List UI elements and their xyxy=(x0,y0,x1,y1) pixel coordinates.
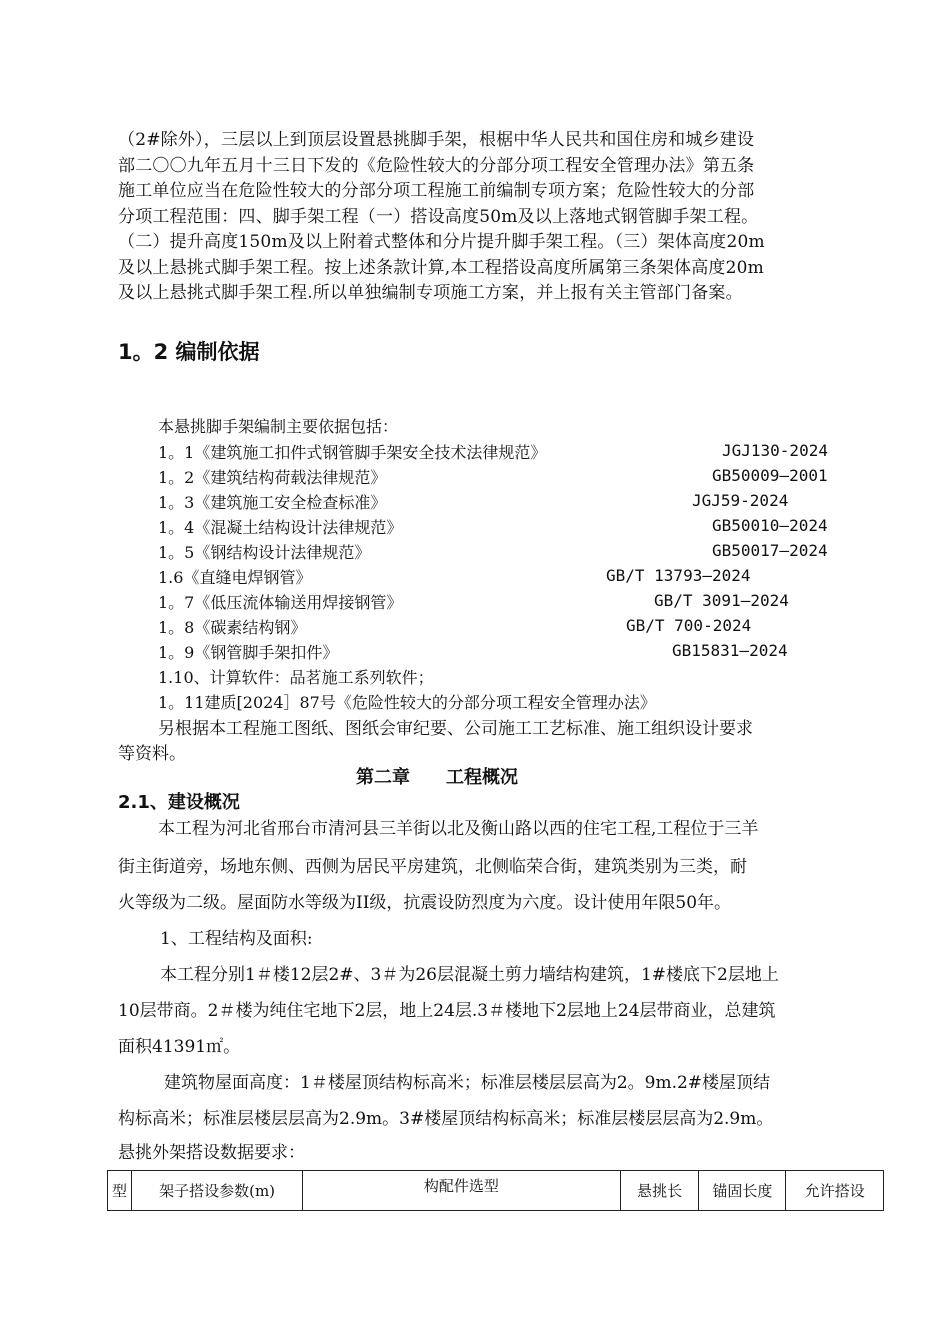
reference-item: 1.10、计算软件：品茗施工系列软件； xyxy=(158,668,434,687)
structure-line: 本工程分别1＃楼12层2#、3＃为26层混凝土剪力墙结构建筑，1#楼底下2层地上 xyxy=(160,965,779,985)
overview-line: 本工程为河北省邢台市清河县三羊街以北及衡山路以西的住宅工程,工程位于三羊 xyxy=(158,819,759,839)
reference-item: 1。11建质[2024］87号《危险性较大的分部分项工程安全管理办法》 xyxy=(158,693,656,712)
table-header-row xyxy=(108,1171,884,1211)
table-header-cell: 锚固长度 xyxy=(699,1171,786,1211)
structure-line: 10层带商。2＃楼为纯住宅地下2层，地上24层.3＃楼地下2层地上24层带商业，总建筑 xyxy=(118,1001,776,1021)
reference-title: 1。8《碳素结构钢》 xyxy=(158,618,307,637)
reference-title: 1。3《建筑施工安全检查标准》 xyxy=(158,493,387,512)
subheading: 1、工程结构及面积: xyxy=(160,929,313,949)
reference-title: 1.6《直缝电焊钢管》 xyxy=(158,568,312,587)
references-intro: 本悬挑脚手架编制主要依据包括： xyxy=(158,417,399,436)
height-line: 建筑物屋面高度：1＃楼屋顶结构标高米；标准层楼层层高为2。9m.2#楼屋顶结 xyxy=(164,1073,771,1093)
reference-code: GB50017—2024 xyxy=(712,541,828,560)
intro-line: 部二〇〇九年五月十三日下发的《危险性较大的分部分项工程安全管理办法》第五条 xyxy=(118,155,755,176)
overview-line: 火等级为二级。屋面防水等级为II级，抗震设防烈度为六度。设计使用年限50年。 xyxy=(118,893,732,913)
chapter-title: 第二章 工程概况 xyxy=(356,767,518,788)
table-header-cell: 悬挑长 xyxy=(620,1171,699,1211)
reference-title: 1。1《建筑施工扣件式钢管脚手架安全技术法律规范》 xyxy=(158,443,547,462)
height-line: 悬挑外架搭设数据要求： xyxy=(118,1143,305,1163)
structure-line: 面积41391㎡。 xyxy=(118,1037,241,1057)
section-heading: 2.1、建设概况 xyxy=(118,792,240,813)
reference-code: GB/T 3091—2024 xyxy=(654,591,789,610)
intro-line: 施工单位应当在危险性较大的分部分项工程施工前编制专项方案；危险性较大的分部 xyxy=(118,181,755,201)
reference-code: JGJ59-2024 xyxy=(692,491,789,510)
table-header-cell: 架子搭设参数(m) xyxy=(132,1171,303,1211)
table-header-cell: 允许搭设 xyxy=(786,1171,884,1211)
reference-code: GB50009—2001 xyxy=(712,466,828,485)
intro-line: （2#除外），三层以上到顶层设置悬挑脚手架，根椐中华人民共和国住房和城乡建设 xyxy=(118,130,755,150)
intro-line: 及以上悬挑式脚手架工程。按上述条款计算,本工程搭设高度所属第三条架体高度20m xyxy=(118,257,764,278)
height-line: 构标高米；标准层楼层层高为2.9m。3#楼屋顶结构标高米；标准层楼层层高为2.9m。 xyxy=(118,1109,774,1129)
reference-code: GB15831—2024 xyxy=(672,641,788,660)
table-header-cell: 型 xyxy=(108,1171,132,1211)
closing-line: 另根据本工程施工图纸、图纸会审纪要、公司施工工艺标准、施工组织设计要求 xyxy=(158,719,753,739)
reference-code: GB/T 13793—2024 xyxy=(606,566,751,585)
reference-code: GB50010—2024 xyxy=(712,516,828,535)
reference-title: 1。5《钢结构设计法律规范》 xyxy=(158,543,371,562)
closing-line: 等资料。 xyxy=(118,744,186,764)
reference-title: 1。9《钢管脚手架扣件》 xyxy=(158,643,339,662)
reference-code: GB/T 700-2024 xyxy=(626,616,752,635)
intro-line: 分项工程范围：四、脚手架工程（一）搭设高度50m及以上落地式钢管脚手架工程。 xyxy=(118,206,759,227)
intro-line: 及以上悬挑式脚手架工程.所以单独编制专项施工方案，并上报有关主管部门备案。 xyxy=(118,283,743,303)
table-header-cell: 构配件选型 xyxy=(303,1171,621,1211)
section-heading: 1。2 编制依据 xyxy=(118,340,260,364)
reference-title: 1。4《混凝土结构设计法律规范》 xyxy=(158,518,403,537)
reference-code: JGJ130-2024 xyxy=(722,441,828,460)
reference-title: 1。7《低压流体输送用焊接钢管》 xyxy=(158,593,403,612)
scaffold-spec-table xyxy=(107,1170,884,1211)
reference-title: 1。2《建筑结构荷载法律规范》 xyxy=(158,468,387,487)
intro-paragraph xyxy=(118,128,834,307)
intro-line: （二）提升高度150m及以上附着式整体和分片提升脚手架工程。（三）架体高度20m xyxy=(118,232,765,252)
overview-line: 街主街道旁，场地东侧、西侧为居民平房建筑，北侧临荣合街，建筑类别为三类，耐 xyxy=(118,857,747,877)
